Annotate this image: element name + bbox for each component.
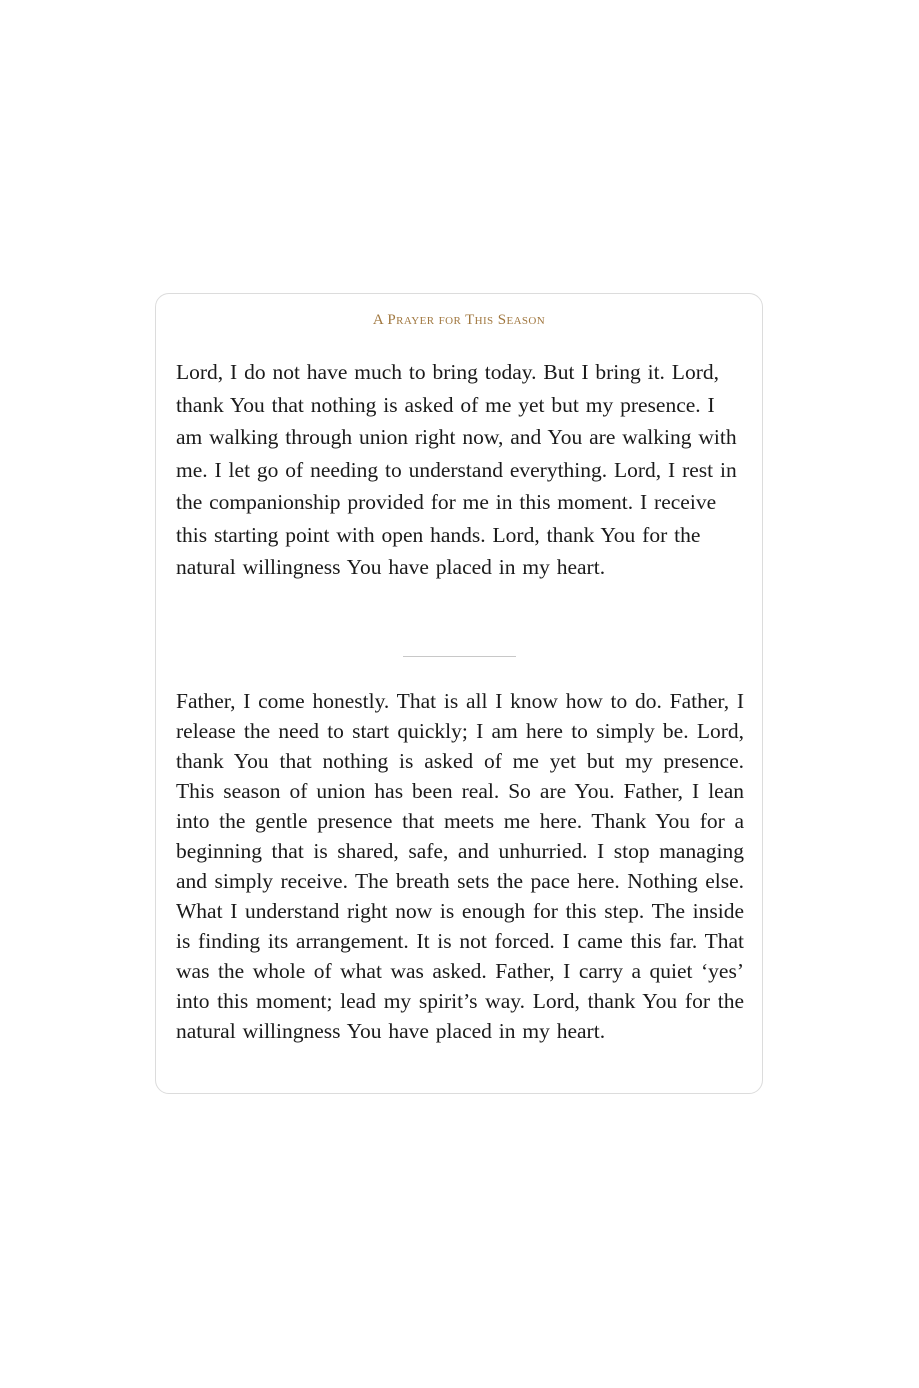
prayer-paragraph: Lord, I do not have much to bring today. But I bring it. Lord, thank You that nothing is asked of me yet but my presence. I am walking through union right now, and You are walking with me. I let go of needing to understand everything. Lord, I rest in the companionship provided for me in this moment. I receive this starting point with open hands. Lord, thank You for the natural willingness You have placed in my heart. [176,360,737,579]
card-title: A Prayer for This Season [372,312,546,328]
prayer-paragraph: Father, I come honestly. That is all I know how to do. Father, I release the need to start quickly; I am here to simply be. Lord, thank You that nothing is asked of me yet but my presence. This season of union has been real. So are You. Father, I lean into the gentle presence that meets me here. Thank You for a beginning that is shared, safe, and unhurried. I stop managing and simply receive. The breath sets the pace here. Nothing else. What I understand right now is enough for this step. The inside is finding its arrangement. It is not forced. I came this far. That was the whole of what was asked. Father, I carry a quiet ‘yes’ into this moment; lead my spirit’s way. Lord, thank You for the natural willingness You have placed in my heart. [176,689,744,1043]
section-divider [403,656,516,657]
prayer-card [155,293,763,1094]
